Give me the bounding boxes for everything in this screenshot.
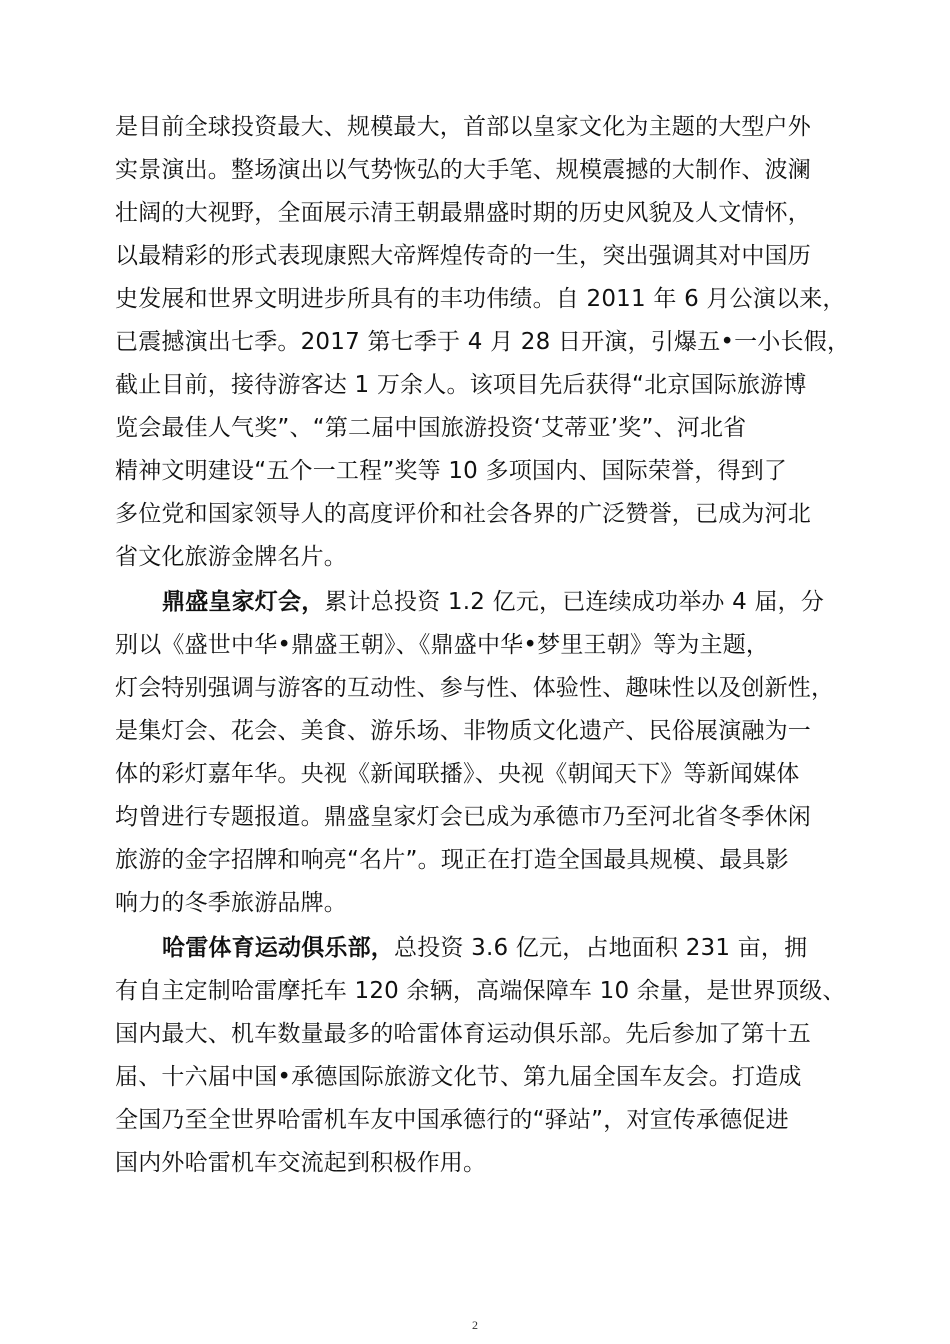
text-line: 全国乃至全世界哈雷机车友中国承德行的“驿站”，对宣传承德促进 — [115, 1107, 789, 1133]
text-line: 旅游的金字招牌和响亮“名片”。现正在打造全国最具规模、最具影 — [115, 847, 789, 873]
text-line: 史发展和世界文明进步所具有的丰功伟绩。自 2011 年 6 月公演以来， — [115, 286, 846, 312]
text-line: 届、十六届中国•承德国际旅游文化节、第九届全国车友会。打造成 — [115, 1064, 802, 1090]
text-line: 是集灯会、花会、美食、游乐场、非物质文化遗产、民俗展演融为一 — [115, 718, 811, 744]
text-line: 国内最大、机车数量最多的哈雷体育运动俱乐部。先后参加了第十五 — [115, 1021, 811, 1047]
text-line: 截止目前，接待游客达 1 万余人。该项目先后获得“北京国际旅游博 — [115, 372, 807, 398]
text-line: 已震撼演出七季。2017 第七季于 4 月 28 日开演，引爆五•一小长假， — [115, 329, 851, 355]
text-line: 是目前全球投资最大、规模最大，首部以皇家文化为主题的大型户外 — [115, 114, 811, 140]
text-line: 壮阔的大视野，全面展示清王朝最鼎盛时期的历史风貌及人文情怀， — [115, 200, 811, 226]
text-line: 实景演出。整场演出以气势恢弘的大手笔、规模震撼的大制作、波澜 — [115, 157, 811, 183]
text-line: 精神文明建设“五个一工程”奖等 10 多项国内、国际荣誉，得到了 — [115, 458, 788, 484]
page-number: 2 — [472, 1318, 478, 1332]
text-line: 省文化旅游金牌名片。 — [115, 544, 347, 570]
text-line: 别以《盛世中华•鼎盛王朝》、《鼎盛中华•梦里王朝》等为主题， — [115, 632, 770, 658]
text-line: 览会最佳人气奖”、“第二届中国旅游投资‘艾蒂亚’奖”、河北省 — [115, 415, 747, 441]
text-line: 灯会特别强调与游客的互动性、参与性、体验性、趣味性以及创新性， — [115, 675, 835, 701]
paragraph-first-line — [162, 587, 824, 617]
text-line: 多位党和国家领导人的高度评价和社会各界的广泛赞誉，已成为河北 — [115, 501, 811, 527]
paragraph-lead-rest: 累计总投资 1.2 亿元，已连续成功举办 4 届，分 — [324, 589, 825, 615]
paragraph-lead-heading: 鼎盛皇家灯会， — [162, 589, 325, 615]
paragraph-lead-rest: 总投资 3.6 亿元，占地面积 231 亩，拥 — [394, 935, 808, 961]
text-line: 体的彩灯嘉年华。央视《新闻联播》、央视《朝闻天下》等新闻媒体 — [115, 761, 800, 787]
text-line: 响力的冬季旅游品牌。 — [115, 890, 347, 916]
text-line: 国内外哈雷机车交流起到积极作用。 — [115, 1150, 487, 1176]
text-line: 有自主定制哈雷摩托车 120 余辆，高端保障车 10 余量，是世界顶级、 — [115, 978, 846, 1004]
text-line: 均曾进行专题报道。鼎盛皇家灯会已成为承德市乃至河北省冬季休闲 — [115, 804, 811, 830]
paragraph-first-line — [162, 933, 807, 963]
text-line: 以最精彩的形式表现康熙大帝辉煌传奇的一生，突出强调其对中国历 — [115, 243, 811, 269]
paragraph-lead-heading: 哈雷体育运动俱乐部， — [162, 935, 394, 961]
